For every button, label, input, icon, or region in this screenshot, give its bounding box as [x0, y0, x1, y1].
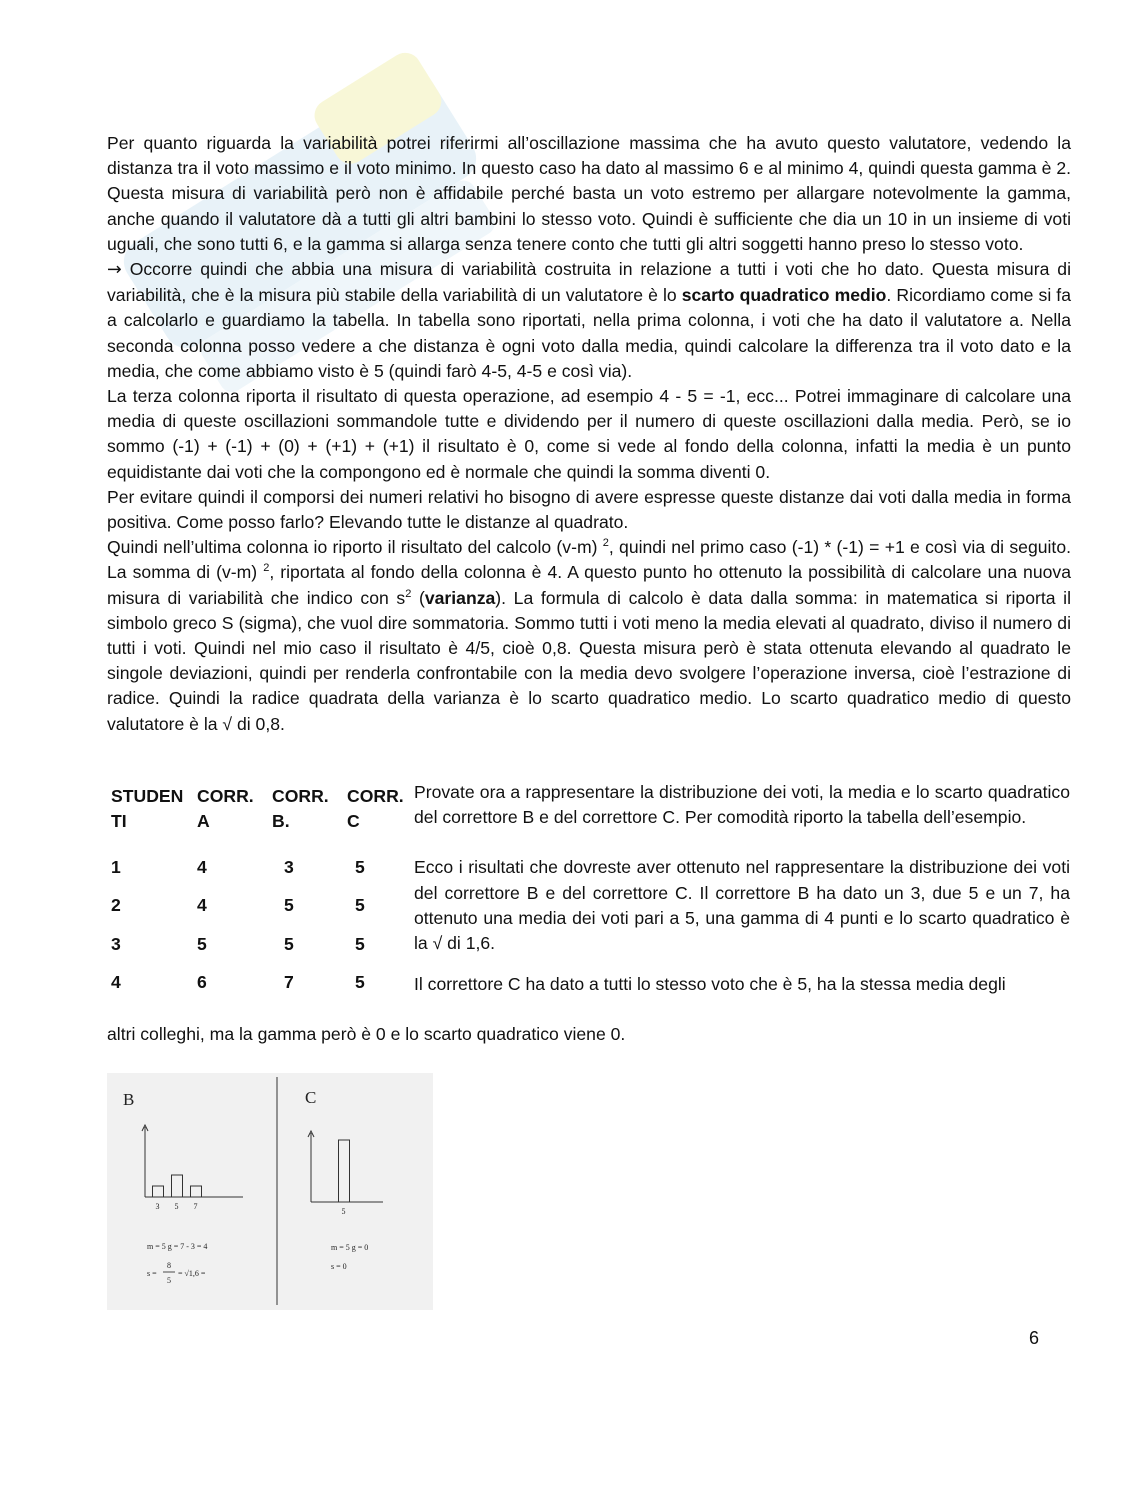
table-row: 1 4 3 5 — [111, 856, 365, 877]
table-header-row — [111, 784, 404, 834]
term-varianza: varianza — [424, 587, 496, 608]
header-corr-b: CORR. B. — [272, 786, 329, 831]
paragraph-correttore-c: Il correttore C ha dato a tutti lo stesso voto che è 5, ha la stessa media degli — [414, 974, 1006, 995]
panel-b-label: B — [123, 1090, 135, 1109]
axis-tick-label: 7 — [193, 1202, 198, 1211]
header-studenti: STUDEN TI — [111, 786, 184, 831]
paragraph-risultati: Ecco i risultati che dovreste aver ottenuto nel rappresentare la distribuzione dei voti del correttore B e del correttore C. Il correttore B ha dato un 3, due 5 e un 7, ha ottenuto una media dei voti pari a 5, una gamma di 4 punti e lo scarto quadratico è la √ di 1,6. — [414, 857, 1070, 954]
paragraph-variabilita: Per quanto riguarda la variabilità potrei riferirmi all’oscillazione massima che ha avuto questo valutatore, vedendo la distanza tra il voto massimo e il voto minimo. In questo caso ha dato al massimo 6 e al minimo 4, quindi questa gamma è 2. Questa misura di variabilità però non è affidabile perché basta un voto estremo per allargare notevolmente la gamma, anche quando il valutatore dà a tutti gli altri bambini lo stesso voto. Quindi è sufficiente che dia un 10 in un insieme di voti uguali, che sono tutti 6, e la gamma si allarga senza tenere conto che tutti gli altri soggetti hanno preso lo stesso voto. — [107, 133, 1071, 254]
table-row: 3 5 5 5 — [111, 933, 365, 954]
side-text — [414, 780, 1070, 997]
paragraph-end: altri colleghi, ma la gamma però è 0 e lo scarto quadratico viene 0. — [107, 1024, 626, 1044]
panel-b-formula: m = 5 g = 7 - 3 = 4 — [147, 1242, 208, 1251]
main-text — [107, 131, 1071, 737]
panel-c-formula-s: s = 0 — [331, 1262, 347, 1271]
page-number: 6 — [1029, 1328, 1040, 1348]
panel-b-frac-den: 5 — [167, 1276, 171, 1285]
panel-b-frac-num: 8 — [167, 1261, 171, 1270]
paragraph-varianza: Quindi nell’ultima colonna io riporto il risultato del calcolo (v-m) $^2$, quindi nel primo caso (-1) * (-1) = +1 e così via di seguito. La somma di (v-m) $^2$, riportata al fondo della colonna è 4. A questo punto ho ottenuto la possibilità di calcolare una nuova misura di variabilità che indico con $s^2$ (varianza). La formula di calcolo è data dalla somma: in matematica si riporta il simbolo greco S (sigma), che vuol dire sommatoria. Sommo tutti i voti meno la media elevati al quadrato, diviso il numero di tutti i voti. Quindi nel mio caso il risultato è 4/5, cioè 0,8. Questa misura però è stata ottenuta elevando al quadrato le singole deviazioni, quindi per renderla confrontabile con la media devo svolgere l’operazione inversa, cioè l’estrazione di radice. Quindi la radice quadrata della varianza è lo scarto quadratico medio. Lo scarto quadratico medio di questo valutatore è la √ di 0,8. — [107, 537, 1071, 734]
panel-c-ticks — [342, 1207, 346, 1216]
table-row: 2 4 5 5 — [111, 895, 365, 916]
panel-b-s-suffix: = √1,6 = — [178, 1269, 206, 1278]
paragraph-scarto: → Occorre quindi che abbia una misura di variabilità costruita in relazione a tutti i voti che ho dato. Questa misura di variabilità, che è la misura più stabile della variabilità di un valutatore è lo scarto quadratico medio. Ricordiamo come si fa a calcolarlo e guardiamo la tabella. In tabella sono riportati, nella prima colonna, i voti che ha dato il valutatore a. Nella seconda colonna posso vedere a che distanza è ogni voto dalla media, quindi calcolare la differenza tra il voto dato e la media, che come abbiamo visto è 5 (quindi farò 4-5, 4-5 e così via). — [107, 259, 1071, 381]
axis-tick-label: 5 — [341, 1207, 346, 1216]
header-corr-c: CORR. C — [347, 786, 404, 831]
term-scarto-quadratico: scarto quadratico medio — [681, 285, 887, 306]
grades-table — [111, 784, 404, 1002]
axis-tick-label: 5 — [174, 1202, 179, 1211]
table-row: 4 6 7 5 — [111, 972, 365, 993]
paragraph-provate: Provate ora a rappresentare la distribuzione dei voti, la media e lo scarto quadratico del correttore B e del correttore C. Per comodità riporto la tabella dell’esempio. — [414, 782, 1070, 828]
axis-tick-label: 3 — [155, 1202, 160, 1211]
paragraph-terza-colonna: La terza colonna riporta il risultato di questa operazione, ad esempio 4 - 5 = -1, ecc... Potrei immaginare di calcolare una media di queste oscillazioni sommandole tutte e dividendo per il numero di queste oscillazioni dalla media. Però, se io sommo (-1) + (-1) + (0) + (+1) + (+1) il risultato è 0, come si vede al fondo della colonna, infatti la media è un punto equidistante dai voti che la compongono ed è normale che quindi la somma diventi 0. — [107, 386, 1071, 482]
panel-b-s-prefix: s = — [147, 1269, 157, 1278]
header-corr-a: CORR. A — [197, 786, 254, 831]
distribution-figure — [107, 1073, 433, 1310]
paragraph-forma-positiva: Per evitare quindi il comporsi dei numeri relativi ho bisogno di avere espresse queste distanze dai voti dalla media in forma positiva. Come posso farlo? Elevando tutte le distanze al quadrato. — [107, 486, 1071, 533]
arrow-icon: → — [107, 260, 122, 281]
panel-c-formula: m = 5 g = 0 — [331, 1243, 369, 1252]
panel-c-label: C — [305, 1088, 317, 1107]
